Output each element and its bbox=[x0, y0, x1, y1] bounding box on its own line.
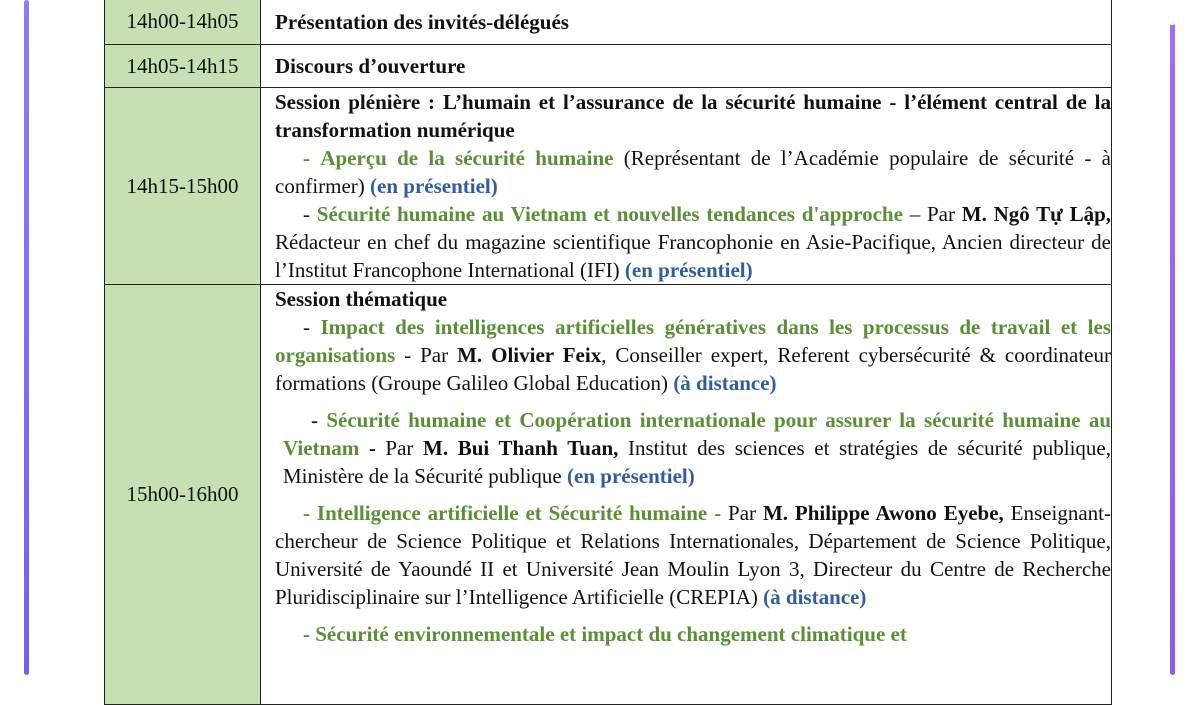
time-cell: 14h00-14h05 bbox=[105, 0, 261, 45]
speaker-name: M. Philippe Awono Eyebe, bbox=[762, 501, 1004, 525]
agenda-item: - Aperçu de la sécurité humaine (Représentant de l’Académie populaire de sécurité - à confirmer) (en présentiel) bbox=[275, 146, 1111, 198]
item-description: (Représentant de l’Académie populaire de sécurité - à confirmer) bbox=[275, 146, 1111, 198]
item-description: , Conseiller expert, Referent cybersécurité & coordinateur formations (Groupe Galileo Global Education) bbox=[275, 343, 1111, 395]
right-window-edge bbox=[1170, 0, 1175, 675]
agenda-item: - Impact des intelligences artificielles génératives dans les processus de travail et les organisations - Par M. Olivier Feix, Conseiller expert, Referent cybersécurité & coordinateur formations (Groupe Galileo Global Education) (à distance) bbox=[275, 315, 1111, 395]
session-title: Discours d’ouverture bbox=[275, 54, 466, 78]
session-title: Session plénière : L’humain et l’assurance de la sécurité humaine - l’élément central de la transformation numérique bbox=[275, 90, 1111, 142]
agenda-item: - Sécurité humaine et Coopération internationale pour assurer la sécurité humaine au Vietnam - Par M. Bui Thanh Tuan, Institut des sciences et stratégies de sécurité publique, Ministère de la Sécurité publique (en présentiel) bbox=[283, 408, 1111, 488]
attendance-mode: (en présentiel) bbox=[624, 258, 753, 282]
attendance-mode: (en présentiel) bbox=[567, 464, 695, 488]
left-window-edge bbox=[24, 0, 29, 675]
item-topic: Sécurité humaine au Vietnam et nouvelles tendances d'approche bbox=[316, 202, 903, 226]
item-topic: Sécurité humaine et Coopération internationale pour assurer la sécurité humaine au Vietnam bbox=[283, 408, 1111, 460]
agenda-item: - Sécurité environnementale et impact du changement climatique et bbox=[303, 622, 907, 646]
item-topic: Intelligence artificielle et Sécurité humaine bbox=[316, 501, 708, 525]
item-topic: Impact des intelligences artificielles génératives dans les processus de travail et les organisations bbox=[275, 315, 1111, 367]
speaker-name: M. Ngô Tự Lập, bbox=[961, 202, 1112, 226]
table-row bbox=[105, 45, 1112, 88]
attendance-mode: (à distance) bbox=[673, 371, 777, 395]
agenda-item: - Intelligence artificielle et Sécurité humaine - Par M. Philippe Awono Eyebe, Enseignant-chercheur de Science Politique et Relations Internationales, Département de Science Politique, Université de Yaoundé II et Université Jean Moulin Lyon 3, Directeur du Centre de Recherche Pluridisciplinaire sur l’Intelligence Artificielle (CREPIA) (à distance) bbox=[275, 501, 1111, 609]
speaker-name: M. Bui Thanh Tuan, bbox=[423, 436, 619, 460]
program-table bbox=[104, 0, 1112, 705]
table-row bbox=[105, 88, 1112, 285]
item-topic: Aperçu de la sécurité humaine bbox=[320, 146, 614, 170]
attendance-mode: (à distance) bbox=[763, 585, 867, 609]
item-description: Rédacteur en chef du magazine scientifique Francophonie en Asie-Pacifique, Ancien directeur de l’Institut Francophone International (IFI) bbox=[275, 230, 1111, 282]
session-title: Session thématique bbox=[275, 287, 448, 311]
scrollbar-thumb[interactable] bbox=[1166, 0, 1178, 25]
item-description: Enseignant-chercheur de Science Politique et Relations Internationales, Département de Science Politique, Université de Yaoundé II et Université Jean Moulin Lyon 3, Directeur du Centre de Recherche Pluridisciplinaire sur l’Intelligence Artificielle (CREPIA) bbox=[275, 501, 1111, 609]
speaker-name: M. Olivier Feix bbox=[457, 343, 602, 367]
item-topic: Sécurité environnementale et impact du changement climatique et bbox=[315, 622, 907, 646]
item-description: Institut des sciences et stratégies de sécurité publique, Ministère de la Sécurité publique bbox=[283, 436, 1111, 488]
time-cell: 14h05-14h15 bbox=[105, 45, 261, 88]
agenda-item: - Sécurité humaine au Vietnam et nouvelles tendances d'approche – Par M. Ngô Tự Lập, Rédacteur en chef du magazine scientifique Francophonie en Asie-Pacifique, Ancien directeur de l’Institut Francophone International (IFI) (en présentiel) bbox=[275, 202, 1112, 282]
table-row bbox=[105, 0, 1112, 45]
attendance-mode: (en présentiel) bbox=[370, 174, 498, 198]
time-cell: 15h00-16h00 bbox=[105, 285, 261, 705]
time-cell: 14h15-15h00 bbox=[105, 88, 261, 285]
table-row bbox=[105, 285, 1112, 705]
session-title: Présentation des invités-délégués bbox=[275, 9, 569, 34]
